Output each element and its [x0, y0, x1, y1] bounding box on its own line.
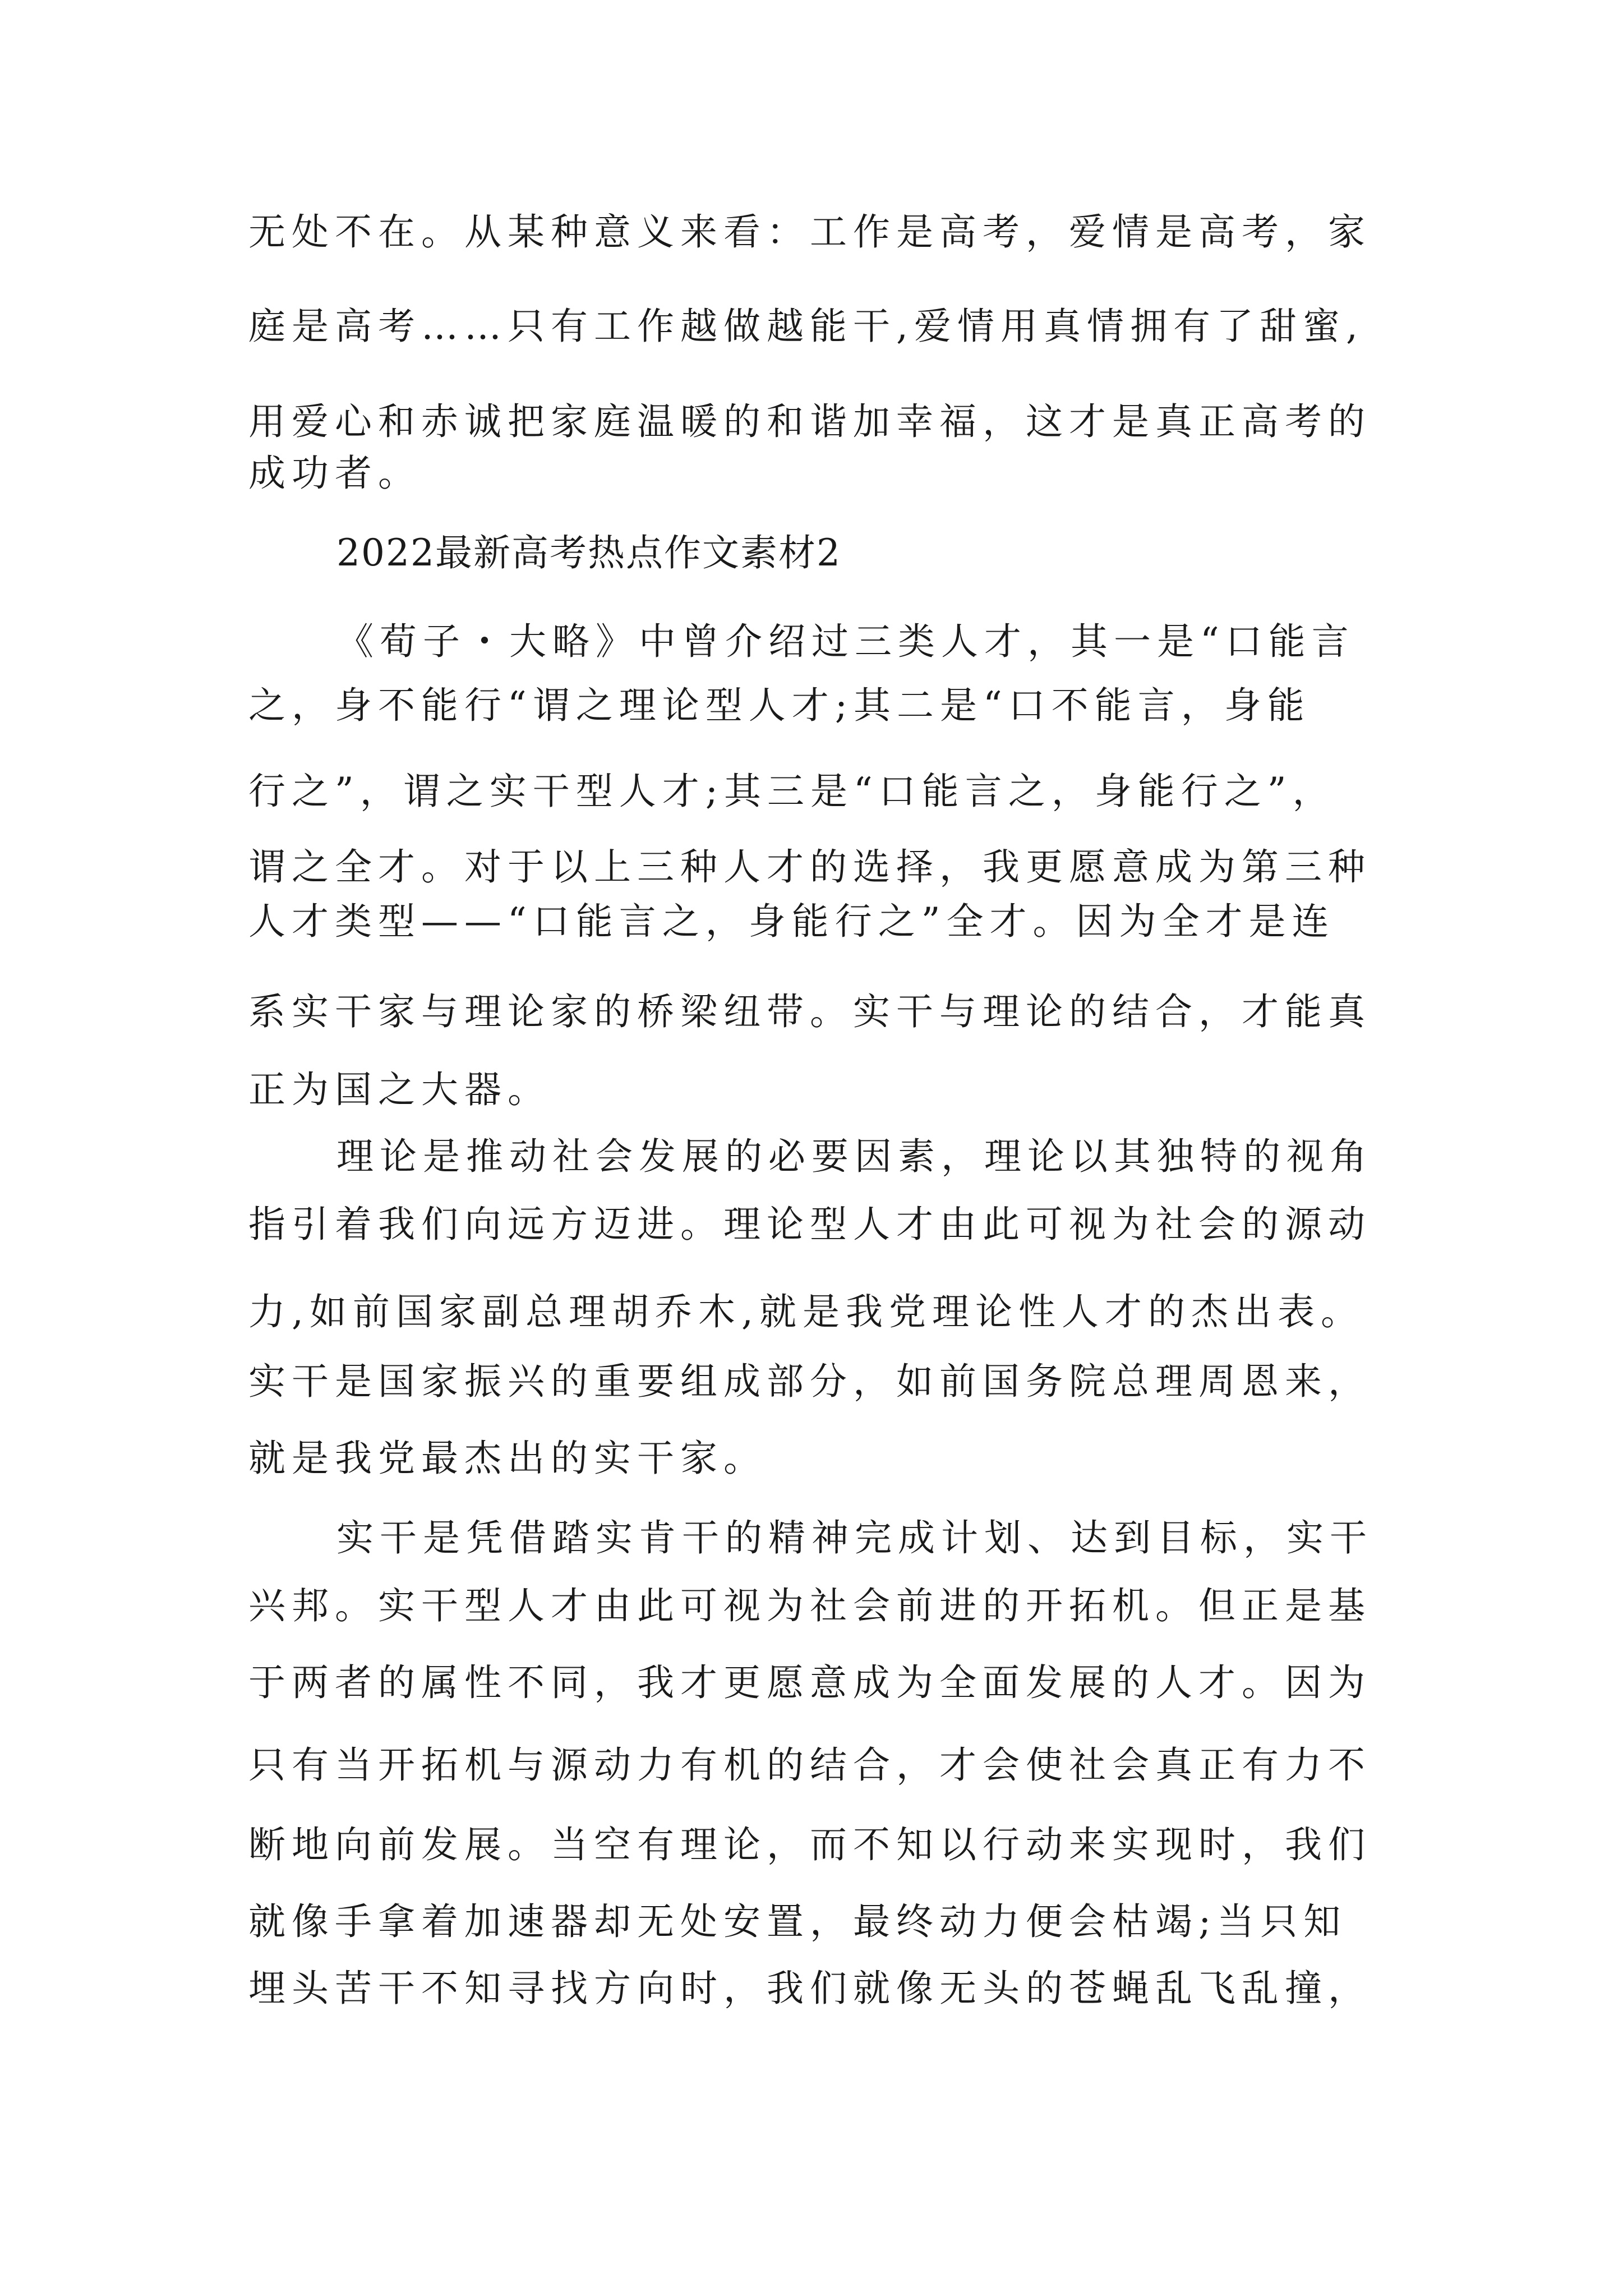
- text-line: 断地向前发展。当空有理论，而不知以行动来实现时，我们: [248, 1823, 1371, 1866]
- text-line: 就是我党最杰出的实干家。: [248, 1437, 767, 1480]
- text-line: 人才类型——“口能言之，身能行之”全才。因为全才是连: [248, 900, 1335, 943]
- text-line: 庭是高考……只有工作越做越能干,爱情用真情拥有了甜蜜,: [248, 305, 1364, 348]
- text-line: 理论是推动社会发展的必要因素，理论以其独特的视角: [336, 1135, 1373, 1178]
- text-line: 兴邦。实干型人才由此可视为社会前进的开拓机。但正是基: [248, 1584, 1371, 1627]
- text-line: 谓之全才。对于以上三种人才的选择，我更愿意成为第三种: [248, 845, 1371, 889]
- text-line: 正为国之大器。: [248, 1068, 551, 1111]
- text-line: 之，身不能行“谓之理论型人才;其二是“口不能言，身能: [248, 684, 1311, 727]
- text-line: 就像手拿着加速器却无处安置，最终动力便会枯竭;当只知: [248, 1900, 1347, 1943]
- text-line: 无处不在。从某种意义来看：工作是高考，爱情是高考，家: [248, 210, 1371, 254]
- text-line: 《荀子・大略》中曾介绍过三类人才，其一是“口能言: [336, 620, 1355, 663]
- section-heading: 2022最新高考热点作文素材2: [336, 531, 841, 574]
- text-line: 于两者的属性不同，我才更愿意成为全面发展的人才。因为: [248, 1661, 1371, 1704]
- text-line: 只有当开拓机与源动力有机的结合，才会使社会真正有力不: [248, 1743, 1371, 1787]
- text-line: 实干是国家振兴的重要组成部分，如前国务院总理周恩来，: [248, 1360, 1371, 1403]
- text-line: 行之”，谓之实干型人才;其三是“口能言之，身能行之”，: [248, 770, 1336, 813]
- text-line: 力,如前国家副总理胡乔木,就是我党理论性人才的杰出表。: [248, 1290, 1364, 1333]
- text-line: 埋头苦干不知寻找方向时，我们就像无头的苍蝇乱飞乱撞，: [248, 1967, 1371, 2010]
- text-line: 用爱心和赤诚把家庭温暖的和谐加幸福，这才是真正高考的: [248, 400, 1371, 443]
- text-line: 成功者。: [248, 452, 421, 495]
- text-line: 实干是凭借踏实肯干的精神完成计划、达到目标，实干: [336, 1516, 1373, 1559]
- text-line: 指引着我们向远方迈进。理论型人才由此可视为社会的源动: [248, 1203, 1371, 1246]
- text-line: 系实干家与理论家的桥梁纽带。实干与理论的结合，才能真: [248, 990, 1371, 1033]
